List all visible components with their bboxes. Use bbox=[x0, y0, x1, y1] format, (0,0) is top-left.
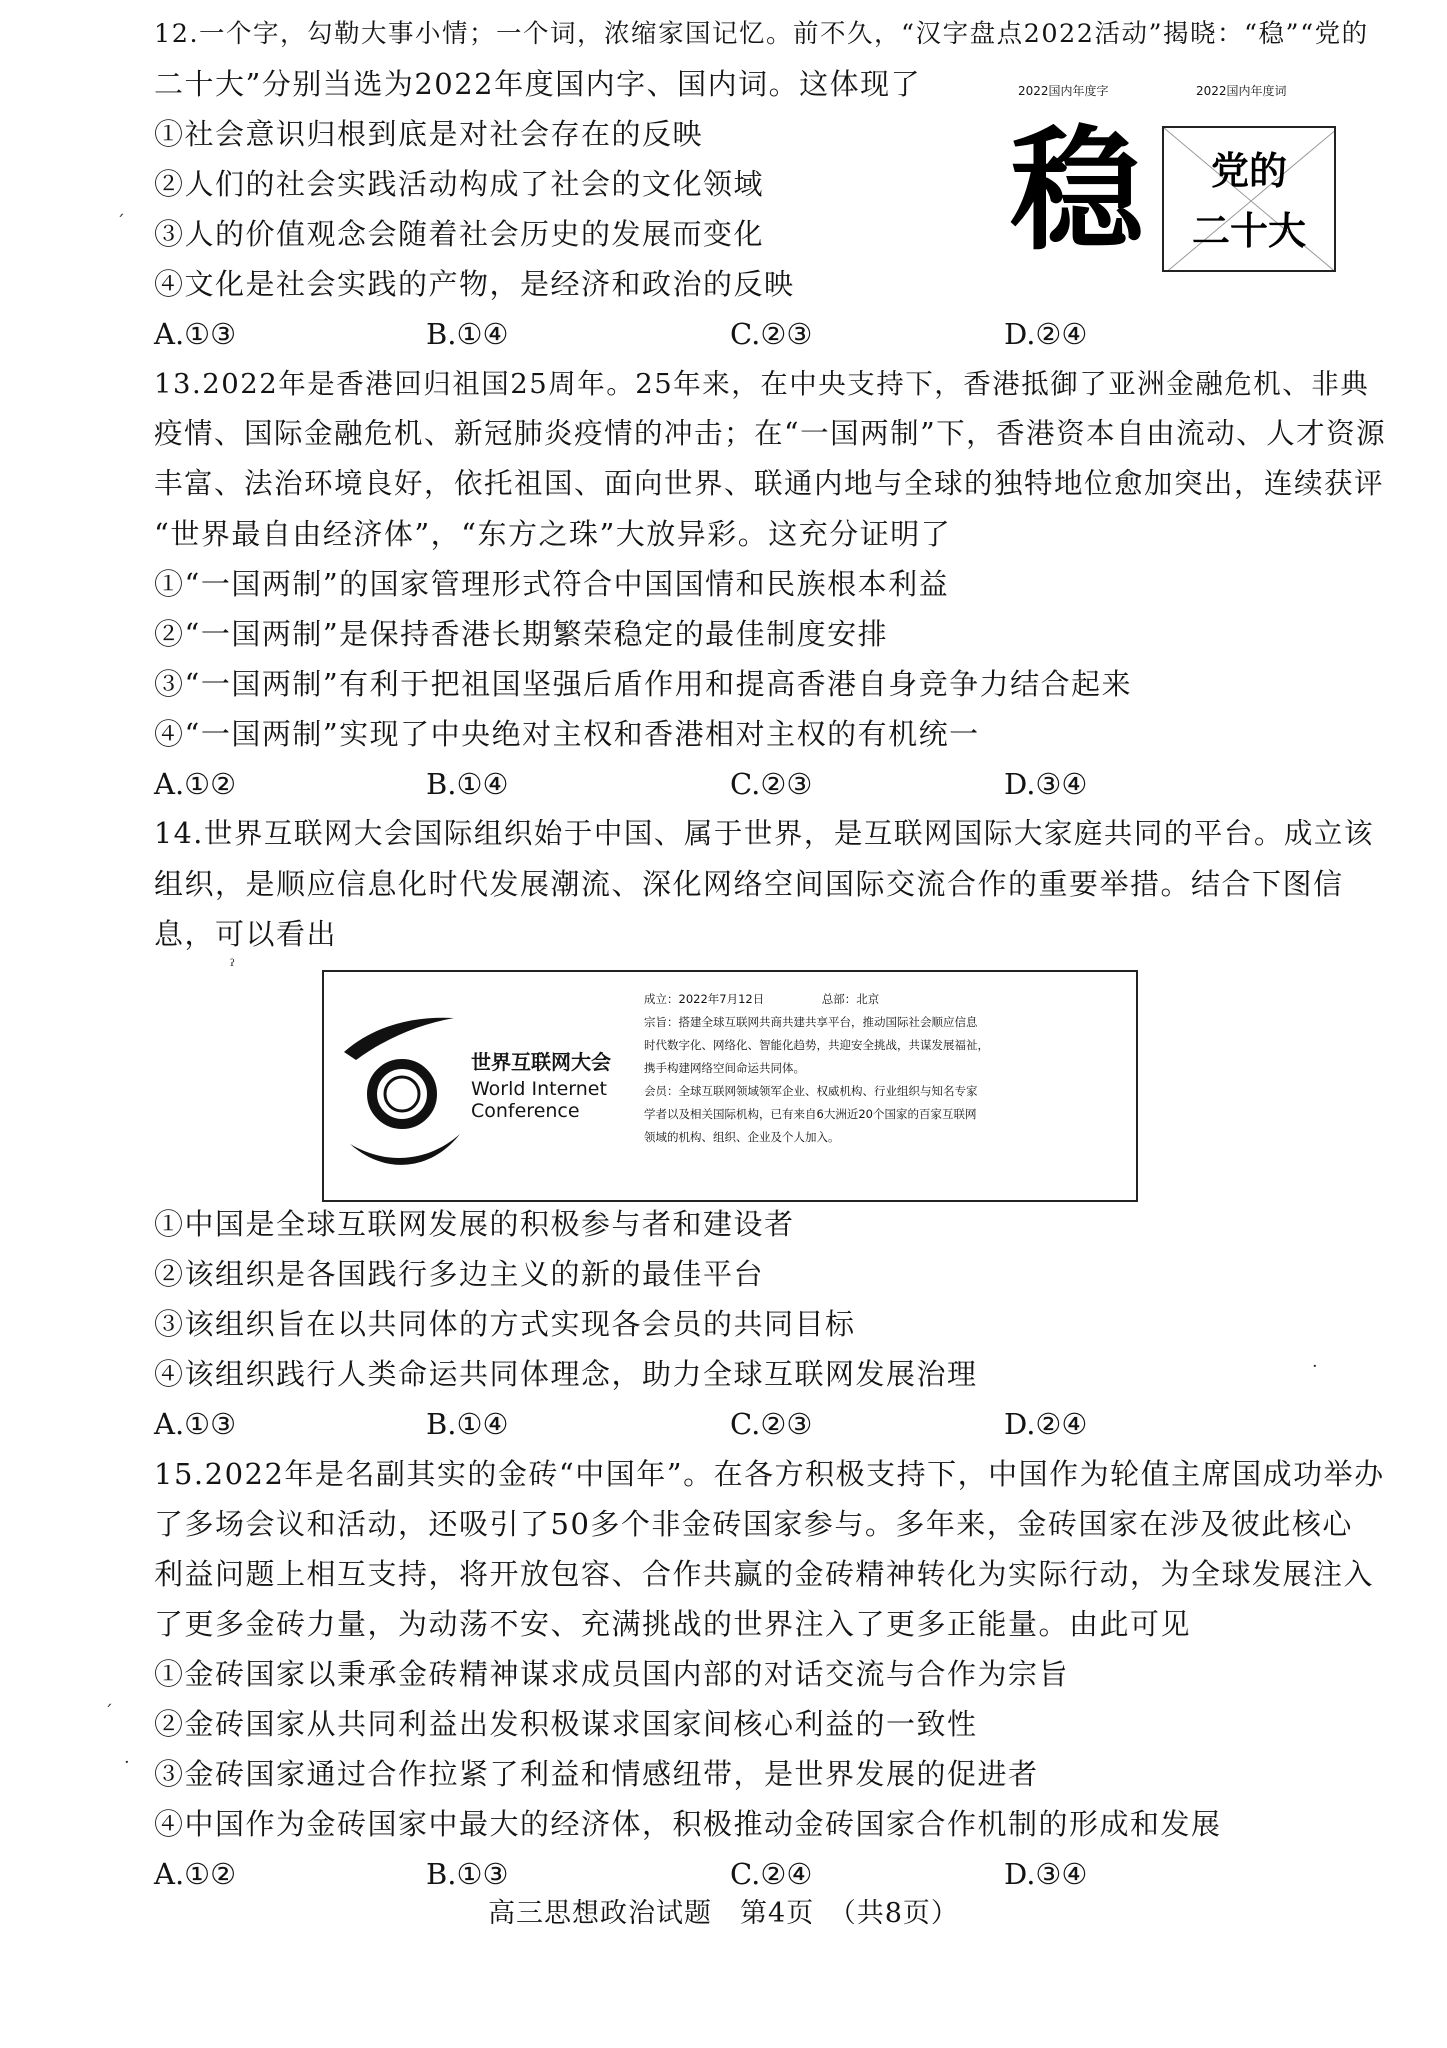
q15-stem-line-1: 15.2022年是名副其实的金砖“中国年”。在各方积极支持下，中国作为轮值主席国成功举办 bbox=[154, 1457, 1385, 1491]
q13-stem-line-4: “世界最自由经济体”，“东方之珠”大放异彩。这充分证明了 bbox=[154, 517, 952, 551]
q13-stem-line-2: 疫情、国际金融危机、新冠肺炎疫情的冲击；在“一国两制”下，香港资本自由流动、人才资源 bbox=[154, 417, 1387, 450]
q14-options bbox=[154, 1406, 1154, 1442]
q14-option-b[interactable]: B.①④ bbox=[426, 1407, 509, 1441]
wic-info-line: 成立：2022年7月12日 总部：北京 bbox=[644, 992, 880, 1006]
q15-stem-line-4: 了更多金砖力量，为动荡不安、充满挑战的世界注入了更多正能量。由此可见 bbox=[154, 1607, 1192, 1641]
q13-options bbox=[154, 766, 1154, 802]
q14-stem-line-3: 息，可以看出 bbox=[154, 917, 338, 951]
q13-stem-line-3: 丰富、法治环境良好，依托祖国、面向世界、联通内地与全球的独特地位愈加突出，连续获评 bbox=[154, 467, 1385, 500]
stray-mark: ˀ bbox=[230, 956, 236, 977]
annual-word-box bbox=[1162, 126, 1336, 272]
q14-statement-2: ②该组织是各国践行多边主义的新的最佳平台 bbox=[154, 1257, 765, 1291]
stray-mark: ˊ bbox=[116, 212, 125, 233]
q12-option-a[interactable]: A.①③ bbox=[154, 317, 237, 351]
q14-stem-line-1: 14.世界互联网大会国际组织始于中国、属于世界，是互联网国际大家庭共同的平台。成立该 bbox=[154, 817, 1374, 850]
q14-option-c[interactable]: C.②③ bbox=[730, 1407, 813, 1441]
stray-mark: ˊ bbox=[104, 1702, 113, 1723]
wic-info-line: 会员：全球互联网领域领军企业、权威机构、行业组织与知名专家 bbox=[644, 1084, 978, 1098]
wic-info-line: 时代数字化、网络化、智能化趋势，共迎安全挑战，共谋发展福祉， bbox=[644, 1038, 989, 1052]
q12-statement-1: ①社会意识归根到底是对社会存在的反映 bbox=[154, 117, 704, 151]
wic-logo-icon bbox=[336, 994, 466, 1184]
stray-mark: · bbox=[124, 1752, 130, 1773]
q15-option-d[interactable]: D.③④ bbox=[1004, 1857, 1088, 1891]
wic-info-figure bbox=[322, 970, 1138, 1202]
q12-figure bbox=[1010, 84, 1340, 284]
wic-name-en-line-2: Conference bbox=[471, 1100, 580, 1122]
caption-annual-word: 2022国内年度词 bbox=[1196, 84, 1287, 98]
caption-annual-character: 2022国内年度字 bbox=[1018, 84, 1109, 98]
stray-mark: · bbox=[1312, 1356, 1318, 1377]
q15-statement-3: ③金砖国家通过合作拉紧了利益和情感纽带，是世界发展的促进者 bbox=[154, 1757, 1039, 1791]
q13-statement-3: ③“一国两制”有利于把祖国坚强后盾作用和提高香港自身竞争力结合起来 bbox=[154, 667, 1133, 701]
q14-stem-line-2: 组织，是顺应信息化时代发展潮流、深化网络空间国际交流合作的重要举措。结合下图信 bbox=[154, 867, 1344, 901]
q12-options bbox=[154, 316, 1154, 352]
q13-option-c[interactable]: C.②③ bbox=[730, 767, 813, 801]
q13-option-d[interactable]: D.③④ bbox=[1004, 767, 1088, 801]
q13-statement-2: ②“一国两制”是保持香港长期繁荣稳定的最佳制度安排 bbox=[154, 617, 889, 651]
page-footer: 高三思想政治试题 第4页 （共8页） bbox=[488, 1898, 959, 1929]
wic-name-en-line-1: World Internet bbox=[471, 1078, 607, 1100]
q12-statement-3: ③人的价值观念会随着社会历史的发展而变化 bbox=[154, 217, 765, 251]
wic-info-line: 宗旨：搭建全球互联网共商共建共享平台，推动国际社会顺应信息 bbox=[644, 1015, 978, 1029]
q15-statement-2: ②金砖国家从共同利益出发积极谋求国家间核心利益的一致性 bbox=[154, 1707, 978, 1741]
q15-statement-1: ①金砖国家以秉承金砖精神谋求成员国内部的对话交流与合作为宗旨 bbox=[154, 1657, 1070, 1691]
wic-info-line: 领域的机构、组织、企业及个人加入。 bbox=[644, 1130, 840, 1144]
q15-option-a[interactable]: A.①② bbox=[154, 1857, 237, 1891]
q13-option-a[interactable]: A.①② bbox=[154, 767, 237, 801]
q12-option-b[interactable]: B.①④ bbox=[426, 317, 509, 351]
q14-statement-4: ④该组织践行人类命运共同体理念，助力全球互联网发展治理 bbox=[154, 1357, 978, 1391]
q12-stem-line-1: 12.一个字，勾勒大事小情；一个词，浓缩家国记忆。前不久，“汉字盘点2022活动”揭晓：“稳”“党的 bbox=[154, 19, 1369, 49]
annual-character: 稳 bbox=[1010, 113, 1145, 269]
q15-statement-4: ④中国作为金砖国家中最大的经济体，积极推动金砖国家合作机制的形成和发展 bbox=[154, 1807, 1222, 1841]
q13-stem-line-1: 13.2022年是香港回归祖国25周年。25年来，在中央支持下，香港抵御了亚洲金融危机、非典 bbox=[154, 368, 1370, 400]
q14-statement-1: ①中国是全球互联网发展的积极参与者和建设者 bbox=[154, 1207, 795, 1241]
q15-option-c[interactable]: C.②④ bbox=[730, 1857, 813, 1891]
q12-option-c[interactable]: C.②③ bbox=[730, 317, 813, 351]
q12-stem-line-2: 二十大”分别当选为2022年度国内字、国内词。这体现了 bbox=[154, 67, 922, 101]
q13-statement-1: ①“一国两制”的国家管理形式符合中国国情和民族根本利益 bbox=[154, 567, 950, 601]
q13-option-b[interactable]: B.①④ bbox=[426, 767, 509, 801]
wic-name-zh: 世界互联网大会 bbox=[471, 1050, 611, 1074]
wic-info-line: 学者以及相关国际机构，已有来自6大洲近20个国家的百家互联网 bbox=[644, 1107, 977, 1121]
wic-info-line: 携手构建网络空间命运共同体。 bbox=[644, 1061, 805, 1075]
q15-option-b[interactable]: B.①③ bbox=[426, 1857, 509, 1891]
q12-statement-4: ④文化是社会实践的产物，是经济和政治的反映 bbox=[154, 267, 795, 301]
q14-option-d[interactable]: D.②④ bbox=[1004, 1407, 1088, 1441]
q15-options bbox=[154, 1856, 1154, 1892]
q12-option-d[interactable]: D.②④ bbox=[1004, 317, 1088, 351]
q15-stem-line-2: 了多场会议和活动，还吸引了50多个非金砖国家参与。多年来，金砖国家在涉及彼此核心 bbox=[154, 1507, 1353, 1541]
q15-stem-line-3: 利益问题上相互支持，将开放包容、合作共赢的金砖精神转化为实际行动，为全球发展注入 bbox=[154, 1557, 1375, 1591]
q14-option-a[interactable]: A.①③ bbox=[154, 1407, 237, 1441]
annual-word-line-2: 二十大 bbox=[1191, 209, 1306, 253]
q12-statement-2: ②人们的社会实践活动构成了社会的文化领域 bbox=[154, 167, 765, 201]
q14-statement-3: ③该组织旨在以共同体的方式实现各会员的共同目标 bbox=[154, 1307, 856, 1341]
annual-word-line-1: 党的 bbox=[1210, 149, 1287, 193]
wic-info-text bbox=[644, 988, 1124, 1149]
q13-statement-4: ④“一国两制”实现了中央绝对主权和香港相对主权的有机统一 bbox=[154, 717, 980, 751]
